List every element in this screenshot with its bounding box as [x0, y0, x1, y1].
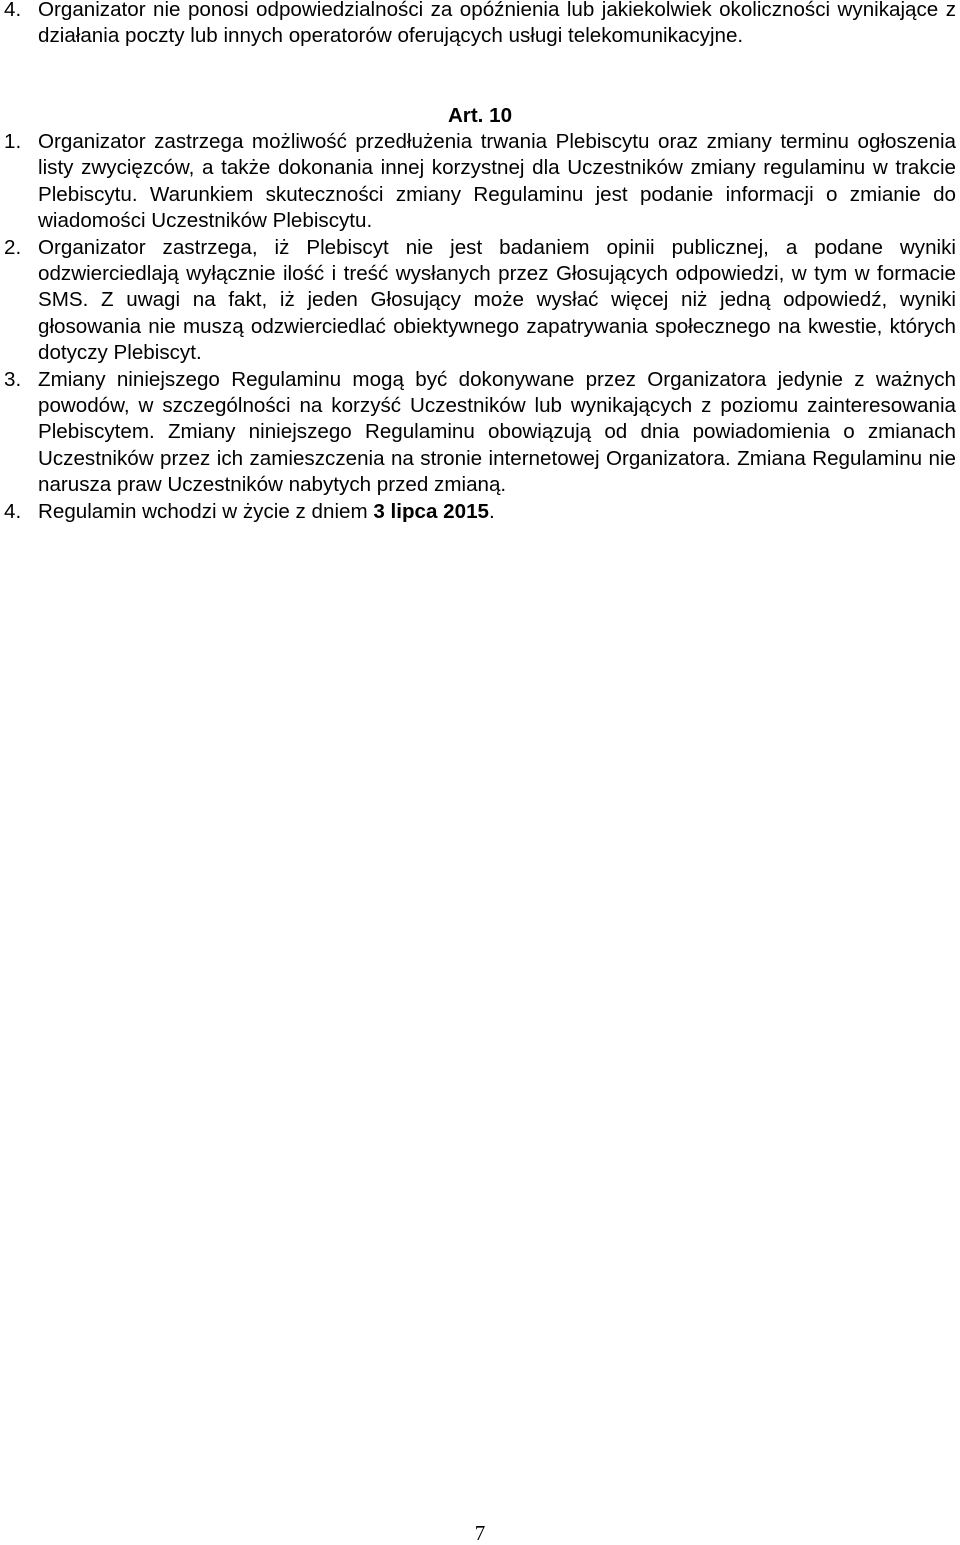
effective-date: 3 lipca 2015	[373, 499, 489, 523]
document-content	[4, 0, 956, 525]
item-text: Organizator zastrzega, iż Plebiscyt nie jest badaniem opinii publicznej, a podane wyniki odzwierciedlają wyłącznie ilość i treść wysłanych przez Głosujących odpowiedzi, w tym w formacie SMS. Z uwagi na fakt, iż jeden Głosujący może wysłać więcej niż jedną odpowiedź, wyniki głosowania nie muszą odzwierciedlać obiektywnego zapatrywania społecznego na kwestie, których dotyczy Plebiscyt.	[38, 235, 956, 365]
item-text: Organizator zastrzega możliwość przedłużenia trwania Plebiscytu oraz zmiany terminu ogłoszenia listy zwycięzców, a także dokonania innej korzystnej dla Uczestników zmiany regulaminu w trakcie Plebiscytu. Warunkiem skuteczności zmiany Regulaminu jest podanie informacji o zmianie do wiadomości Uczestników Plebiscytu.	[38, 130, 956, 233]
list-item	[4, 499, 956, 525]
article-heading: Art. 10	[447, 103, 513, 127]
list-item	[4, 129, 956, 235]
item-number: 4.	[4, 0, 22, 21]
item-number: 2.	[4, 235, 22, 259]
item-number: 4.	[4, 499, 22, 523]
list-item	[4, 367, 956, 499]
page-number: 7	[474, 1521, 486, 1545]
item-text-prefix: Regulamin wchodzi w życie z dniem	[38, 499, 374, 523]
item-text-suffix: .	[489, 499, 495, 523]
item-text	[38, 499, 956, 525]
item-text: Organizator nie ponosi odpowiedzialności za opóźnienia lub jakiekolwiek okoliczności wynikające z działania poczty lub innych operatorów oferujących usługi telekomunikacyjne.	[38, 0, 956, 48]
item-number: 1.	[4, 130, 22, 154]
item-text: Zmiany niniejszego Regulaminu mogą być dokonywane przez Organizatora jedynie z ważnych powodów, w szczególności na korzyść Uczestników lub wynikających z poziomu zainteresowania Plebiscytem. Zmiany niniejszego Regulaminu obowiązują od dnia powiadomienia o zmianach Uczestników przez ich zamieszczenia na stronie internetowej Organizatora. Zmiana Regulaminu nie narusza praw Uczestników nabytych przed zmianą.	[38, 367, 956, 497]
list-item	[4, 0, 956, 50]
item-number: 3.	[4, 367, 22, 391]
list-item	[4, 235, 956, 367]
